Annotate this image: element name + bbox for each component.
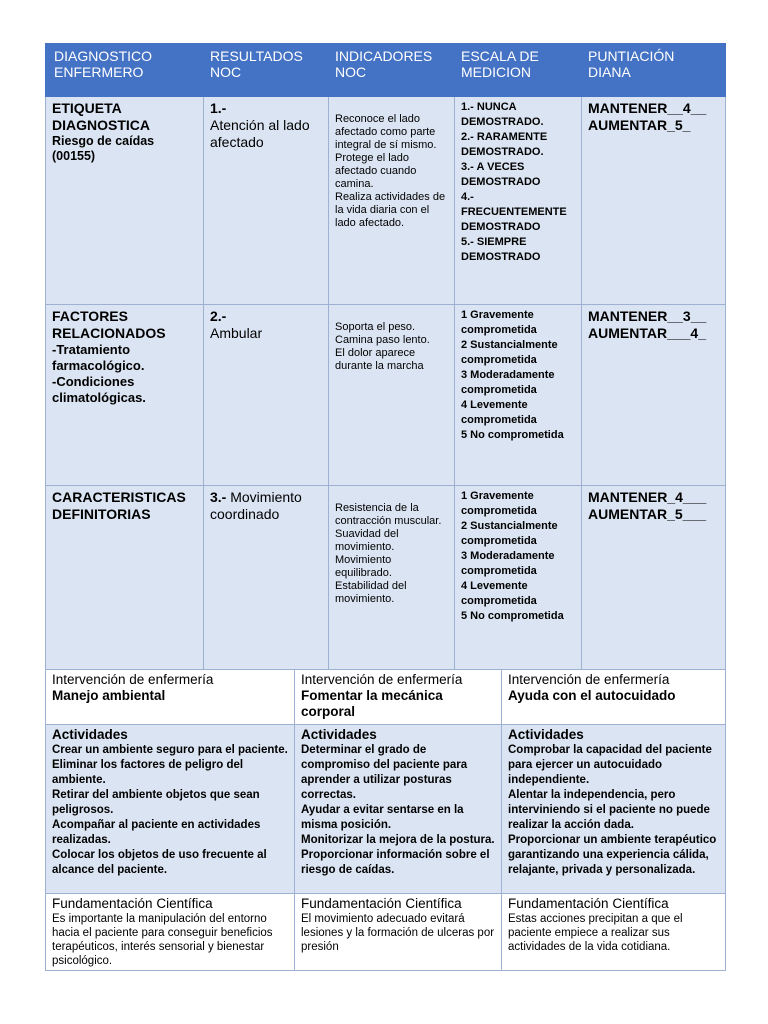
intervention-title: Intervención de enfermería bbox=[508, 672, 670, 687]
intervention-cell bbox=[46, 670, 295, 725]
activities-cell bbox=[46, 725, 295, 894]
resultado-text: Atención al lado afectado bbox=[210, 117, 310, 150]
resultado-text bbox=[210, 489, 322, 523]
resultado-cell bbox=[204, 305, 329, 486]
escala-item: 5 No comprometida bbox=[461, 610, 564, 622]
activity-item: Proporcionar información sobre el riesgo de caídas. bbox=[301, 849, 490, 876]
header-resultados: RESULTADOS NOC bbox=[204, 44, 329, 97]
activities-row bbox=[46, 725, 726, 894]
activities-cell bbox=[502, 725, 726, 894]
puntuacion-aumentar: AUMENTAR_5___ bbox=[588, 506, 706, 522]
fundamentacion-text: Estas acciones precipitan a que el paciente empiece a realizar sus actividades de la vida cotidiana. bbox=[508, 913, 683, 953]
indicadores-cell bbox=[329, 305, 455, 486]
activity-item: Colocar los objetos de uso frecuente al alcance del paciente. bbox=[52, 849, 267, 876]
resultado-text: Ambular bbox=[210, 325, 263, 341]
resultado-cell bbox=[204, 486, 329, 670]
indicador: El dolor aparece durante la marcha bbox=[335, 347, 424, 372]
activity-item: Comprobar la capacidad del paciente para ejercer un autocuidado independiente. bbox=[508, 744, 712, 786]
fundamentacion-cell bbox=[295, 894, 502, 971]
activities-label: Actividades bbox=[52, 727, 128, 742]
escala-item: 1 Gravemente comprometida bbox=[461, 309, 537, 336]
resultado-number: 1.- bbox=[210, 100, 227, 116]
indicadores-cell bbox=[329, 97, 455, 305]
fundamentacion-row bbox=[46, 894, 726, 971]
activity-item: Ayudar a evitar sentarse en la misma posición. bbox=[301, 804, 464, 831]
escala-item: 3.- A VECES DEMOSTRADO bbox=[461, 161, 541, 188]
diagnostico-line: -Condiciones climatológicas. bbox=[52, 374, 146, 405]
puntuacion-aumentar: AUMENTAR_5_ bbox=[588, 117, 691, 133]
indicador: Camina paso lento. bbox=[335, 334, 430, 346]
indicador: Soporta el peso. bbox=[335, 321, 416, 333]
activities-label: Actividades bbox=[301, 727, 377, 742]
escala-item: 4.- FRECUENTEMENTE DEMOSTRADO bbox=[461, 191, 567, 233]
diagnostico-title: CARACTERISTICAS DEFINITORIAS bbox=[52, 489, 186, 522]
diagnostico-line: -Tratamiento farmacológico. bbox=[52, 342, 145, 373]
escala-item: 2.- RARAMENTE DEMOSTRADO. bbox=[461, 131, 548, 158]
activity-item: Eliminar los factores de peligro del ambiente. bbox=[52, 759, 244, 786]
escala-item: 4 Levemente comprometida bbox=[461, 399, 537, 426]
intervention-name: Manejo ambiental bbox=[52, 688, 166, 703]
fundamentacion-text: El movimiento adecuado evitará lesiones y la formación de ulceras por presión bbox=[301, 913, 495, 953]
diagnostico-title: FACTORES RELACIONADOS bbox=[52, 308, 166, 341]
header-puntuacion: PUNTIACIÓN DIANA bbox=[582, 44, 726, 97]
puntuacion-mantener: MANTENER_4___ bbox=[588, 489, 707, 505]
indicador: Protege el lado afectado cuando camina. bbox=[335, 152, 417, 190]
intervention-title: Intervención de enfermería bbox=[52, 672, 214, 687]
indicador: Realiza actividades de la vida diaria con el lado afectado. bbox=[335, 191, 446, 229]
escala-item: 2 Sustancialmente comprometida bbox=[461, 520, 558, 547]
indicador: Movimiento equilibrado. bbox=[335, 554, 392, 579]
fundamentacion-cell bbox=[502, 894, 726, 971]
intervention-cell bbox=[502, 670, 726, 725]
header-escala: ESCALA DE MEDICION bbox=[455, 44, 582, 97]
indicador: Estabilidad del movimiento. bbox=[335, 580, 407, 605]
resultado-cell bbox=[204, 97, 329, 305]
nursing-care-plan-table bbox=[45, 43, 726, 670]
puntuacion-aumentar: AUMENTAR___4_ bbox=[588, 325, 706, 341]
puntuacion-cell bbox=[582, 97, 726, 305]
diagnostico-line: (00155) bbox=[52, 149, 96, 163]
activity-item: Proporcionar un ambiente terapéutico garantizando una experiencia cálida, relajante, privada y personalizada. bbox=[508, 834, 717, 876]
escala-item: 5.- SIEMPRE DEMOSTRADO bbox=[461, 236, 541, 263]
indicadores-cell bbox=[329, 486, 455, 670]
diagnostico-title: ETIQUETA DIAGNOSTICA bbox=[52, 100, 150, 133]
escala-cell bbox=[455, 97, 582, 305]
resultado-number: 2.- bbox=[210, 308, 227, 324]
activity-item: Monitorizar la mejora de la postura. bbox=[301, 834, 495, 846]
intervention-title-row bbox=[46, 670, 726, 725]
intervention-name: Ayuda con el autocuidado bbox=[508, 688, 676, 703]
escala-cell bbox=[455, 486, 582, 670]
puntuacion-mantener: MANTENER__3__ bbox=[588, 308, 707, 324]
indicador: Reconoce el lado afectado como parte integral de sí mismo. bbox=[335, 113, 437, 151]
diagnostico-cell bbox=[46, 305, 204, 486]
escala-item: 3 Moderadamente comprometida bbox=[461, 369, 555, 396]
escala-item: 4 Levemente comprometida bbox=[461, 580, 537, 607]
escala-cell bbox=[455, 305, 582, 486]
activity-item: Alentar la independencia, pero interviniendo si el paciente no puede realizar la acción dada. bbox=[508, 789, 710, 831]
escala-item: 1 Gravemente comprometida bbox=[461, 490, 537, 517]
indicador: Resistencia de la contracción muscular. bbox=[335, 502, 442, 527]
fundamentacion-label: Fundamentación Científica bbox=[52, 896, 213, 911]
header-row bbox=[46, 44, 726, 97]
header-diagnostico: DIAGNOSTICO ENFERMERO bbox=[46, 44, 204, 97]
diagnostico-line: Riesgo de caídas bbox=[52, 134, 155, 148]
puntuacion-cell bbox=[582, 486, 726, 670]
escala-item: 5 No comprometida bbox=[461, 429, 564, 441]
escala-item: 1.- NUNCA DEMOSTRADO. bbox=[461, 101, 544, 128]
intervention-cell bbox=[295, 670, 502, 725]
escala-item: 3 Moderadamente comprometida bbox=[461, 550, 555, 577]
indicador: Suavidad del movimiento. bbox=[335, 528, 399, 553]
resultado-label: Movimiento coordinado bbox=[210, 489, 302, 522]
header-indicadores: INDICADORES NOC bbox=[329, 44, 455, 97]
fundamentacion-cell bbox=[46, 894, 295, 971]
diagnostico-cell bbox=[46, 97, 204, 305]
activities-cell bbox=[295, 725, 502, 894]
fundamentacion-text: Es importante la manipulación del entorno hacia el paciente para conseguir beneficios terapéuticos, interés sensorial y bienestar psicológico. bbox=[52, 913, 273, 967]
activity-item: Acompañar al paciente en actividades realizadas. bbox=[52, 819, 261, 846]
activity-item: Crear un ambiente seguro para el paciente. bbox=[52, 744, 288, 756]
activity-item: Retirar del ambiente objetos que sean peligrosos. bbox=[52, 789, 260, 816]
activity-item: Determinar el grado de compromiso del paciente para aprender a utilizar posturas correctas. bbox=[301, 744, 468, 801]
table-row bbox=[46, 486, 726, 670]
intervention-title: Intervención de enfermería bbox=[301, 672, 463, 687]
puntuacion-cell bbox=[582, 305, 726, 486]
table-row bbox=[46, 97, 726, 305]
escala-item: 2 Sustancialmente comprometida bbox=[461, 339, 558, 366]
fundamentacion-label: Fundamentación Científica bbox=[508, 896, 669, 911]
diagnostico-cell bbox=[46, 486, 204, 670]
activities-label: Actividades bbox=[508, 727, 584, 742]
fundamentacion-label: Fundamentación Científica bbox=[301, 896, 462, 911]
puntuacion-mantener: MANTENER__4__ bbox=[588, 100, 707, 116]
intervention-name: Fomentar la mecánica corporal bbox=[301, 688, 443, 719]
table-row bbox=[46, 305, 726, 486]
interventions-table bbox=[45, 669, 726, 971]
resultado-number: 3.- bbox=[210, 489, 227, 505]
